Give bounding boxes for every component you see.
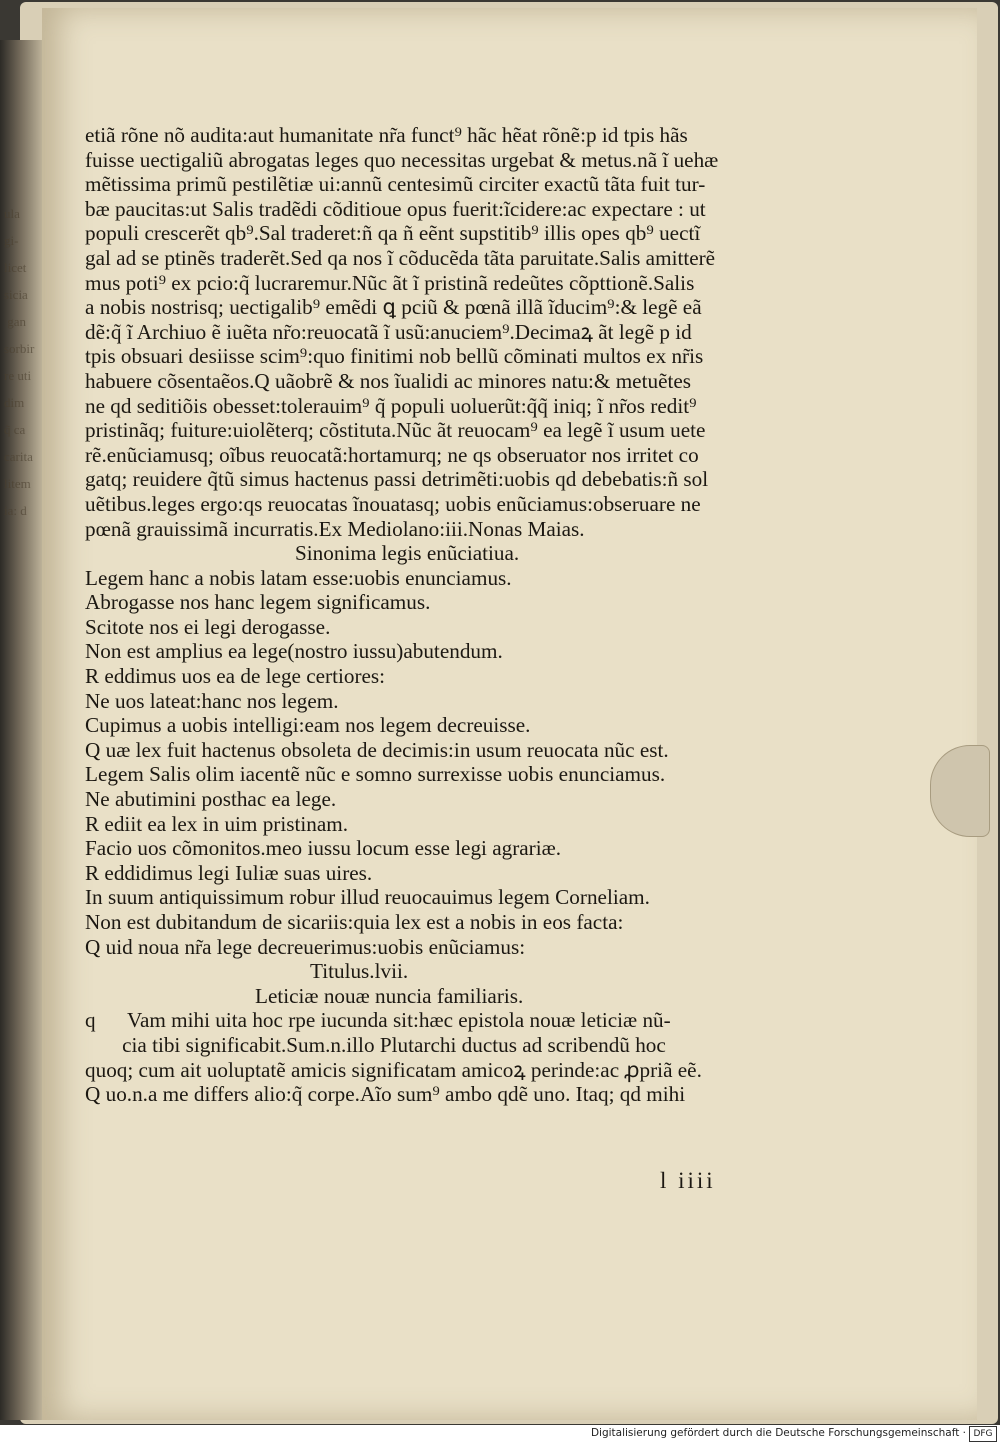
text-line: ne qd seditiõis obesset:tolerauim⁹ q̃ populi uoluerũt:q̃q̃ iniq; ĩ nr̃os redit⁹ — [85, 393, 697, 418]
text-line: pristinãq; fuiture:uiolẽterq; cõstituta.Nũc ãt reuocam⁹ ea legẽ ĩ usum uete — [85, 418, 706, 443]
left-page-text: ula gi- licet sicia gan sorbir re uti dim q̃ ca carita litem ia: d — [4, 206, 35, 518]
synonym-line: Abrogasse nos hanc legem significamus. — [85, 590, 431, 615]
heading-letter: Leticiæ nouæ nuncia familiaris. — [255, 983, 524, 1008]
text-line: tpis obsuari desiisse scim⁹:quo finitimi nob bellũ cõminati multos ex nr̃is — [85, 344, 704, 369]
heading-title: Titulus.lvii. — [310, 959, 409, 984]
synonym-line: Facio uos cõmonitos.meo iussu locum esse legi agrariæ. — [85, 836, 562, 861]
text-line: rẽ.enũciamusq; oĩbus reuocatã:hortamurq; ne qs obseruator nos irritet co — [85, 442, 699, 467]
synonym-line: Q uid noua nr̃a lege decreuerimus:uobis enũciamus: — [85, 934, 526, 959]
text-line: fuisse uectigaliũ abrogatas leges quo necessitas urgebat & metus.nã ĩ uehæ — [85, 147, 719, 172]
letter-line: q Vam mihi uita hoc rpe iucunda sit:hæc epistola nouæ leticiæ nũ- — [85, 1008, 671, 1033]
page-text — [85, 123, 825, 1107]
letter-line: quoq; cum ait uoluptatẽ amicis significatam amicoꝝ perinde:ac ꝓpriã eẽ. — [85, 1057, 702, 1082]
text-line: populi crescerẽt qb⁹.Sal traderet:ñ qa ñ eẽnt supstitib⁹ illis opes qb⁹ uectĩ — [85, 221, 701, 246]
text-line: pœnã grauissimã incurratis.Ex Mediolano:iii.Nonas Maias. — [85, 516, 585, 541]
text-line: etiã rõne nõ audita:aut humanitate nr̃a funct⁹ hãc hẽat rõnẽ:p id tpis hãs — [85, 123, 688, 147]
text-line: gatq; reuidere q̃tũ simus hactenus passi detrimẽti:uobis qd debebatis:ñ sol — [85, 467, 709, 492]
text-line: habuere cõsentaẽos.Q uãobrẽ & nos ĩualidi ac minores natu:& metuẽtes — [85, 368, 692, 393]
synonym-line: Non est dubitandum de sicariis:quia lex est a nobis in eos facta: — [85, 910, 624, 934]
footer-credit: Digitalisierung gefördert durch die Deutsche Forschungsgemeinschaft · — [590, 1427, 966, 1439]
page-clip — [930, 745, 990, 837]
synonym-line: R ediit ea lex in uim pristinam. — [85, 811, 349, 836]
synonym-line: Non est amplius ea lege(nostro iussu)abutendum. — [85, 639, 503, 664]
synonym-line: Q uæ lex fuit hactenus obsoleta de decimis:in usum reuocata nũc est. — [85, 737, 669, 762]
synonym-line: R eddimus uos ea de lege certiores: — [85, 664, 386, 689]
text-line: a nobis nostrisq; uectigalib⁹ emẽdi ꝗ pciũ & pœnã illã ĩducim⁹:& legẽ eã — [85, 295, 702, 320]
synonym-line: Ne uos lateat:hanc nos legem. — [85, 688, 339, 713]
synonym-line: R eddidimus legi Iuliæ suas uires. — [85, 860, 373, 885]
text-line: uẽtibus.leges ergo:qs reuocatas ĩnouatasq; uobis enũciamus:obseruare ne — [85, 491, 701, 516]
left-page-edge — [0, 40, 46, 1420]
letter-line: Q uo.n.a me differs alio:q̃ corpe.Aĩo sum⁹ ambo qdẽ uno. Itaq; qd mihi — [85, 1082, 686, 1107]
text-line: mẽtissima primũ pestilẽtiæ ui:annũ centesimũ circiter exactũ tãta fuit tur- — [85, 172, 706, 197]
dfg-logo: DFG — [969, 1426, 997, 1442]
text-line: dẽ:q̃ ĩ Archiuo ẽ iuẽta nr̃o:reuocatã ĩ usũ:anuciem⁹.Decimaꝝ ãt legẽ p id — [85, 319, 692, 344]
letter-line: cia tibi significabit.Sum.n.illo Plutarchi ductus ad scribendũ hoc — [85, 1032, 666, 1057]
synonym-line: Scitote nos ei legi derogasse. — [85, 614, 331, 639]
synonym-line: Cupimus a uobis intelligi:eam nos legem decreuisse. — [85, 713, 531, 738]
synonym-line: Ne abutimini posthac ea lege. — [85, 787, 337, 812]
text-line: bæ paucitas:ut Salis tradẽdi cõditioue opus fuerit:ĩcidere:ac expectare : ut — [85, 196, 706, 221]
signature-mark: l iiii — [660, 1168, 716, 1193]
text-line: gal ad se ptinẽs traderẽt.Sed qa nos ĩ cõducẽda tãta paruitate.Salis amitterẽ — [85, 245, 716, 270]
heading-synonyms: Sinonima legis enũciatiua. — [295, 541, 520, 566]
synonym-line: Legem hanc a nobis latam esse:uobis enunciamus. — [85, 565, 512, 590]
text-line: mus poti⁹ ex pcio:q̃ lucraremur.Nũc ãt ĩ pristinã redeũtes cõpttionẽ.Salis — [85, 270, 695, 295]
synonym-line: Legem Salis olim iacentẽ nũc e somno surrexisse uobis enunciamus. — [85, 762, 666, 787]
footer-bar — [0, 1425, 1000, 1443]
synonym-line: In suum antiquissimum robur illud reuocauimus legem Corneliam. — [85, 885, 650, 910]
